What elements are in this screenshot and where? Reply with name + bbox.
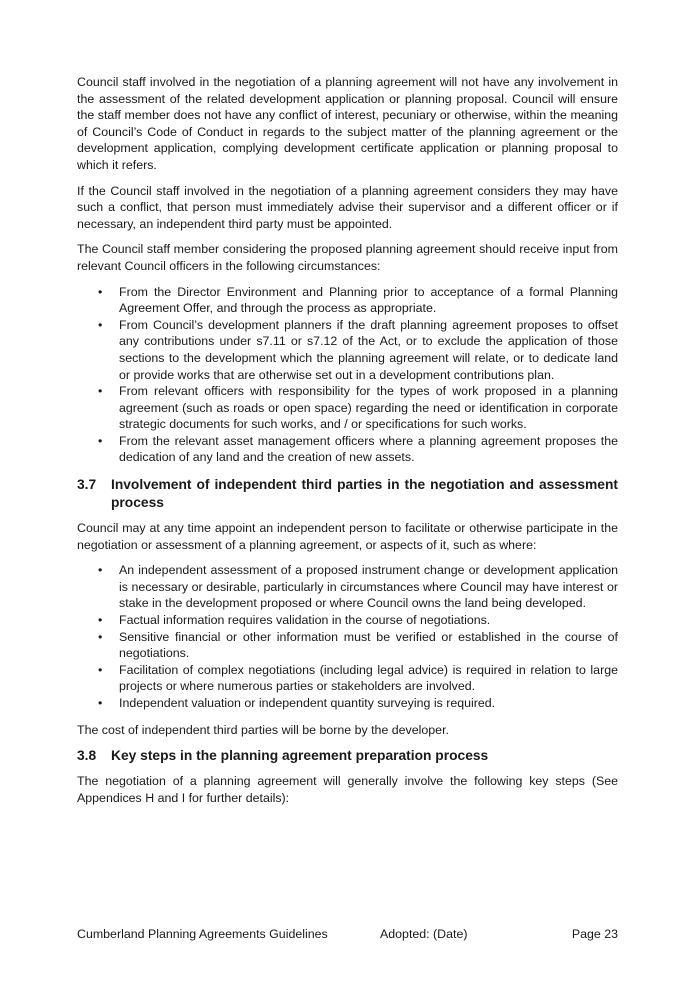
- bullet-icon: •: [98, 433, 103, 448]
- list-item: • From the relevant asset management officers where a planning agreement proposes the dedication of any land and the creation of new assets.: [98, 433, 618, 465]
- paragraph-third-party-cost: The cost of independent third parties will be borne by the developer.: [77, 722, 449, 737]
- footer-page-number: Page 23: [571, 927, 618, 941]
- section-number: 3.7: [77, 477, 97, 493]
- section-title: Involvement of independent third parties in the negotiation and assessment process: [111, 477, 618, 511]
- section-heading-3-8: [77, 747, 618, 765]
- list-item: • Factual information requires validation in the course of negotiations.: [98, 613, 491, 628]
- list-item: • From Council’s development planners if the draft planning agreement proposes to offset any contributions under s7.11 or s7.12 of the Act, or to exclude the application of those sections to the development which the planning agreement will relate, or to dedicate land or provide works that are otherwise set out in a development contributions plan.: [98, 317, 618, 382]
- list-item: • An independent assessment of a proposed instrument change or development application is necessary or desirable, particularly in circumstances where Council may have interest or stake in the development proposed or where Council owns the land being developed.: [98, 563, 618, 611]
- bullet-icon: •: [98, 613, 103, 628]
- list-item: • From the Director Environment and Planning prior to acceptance of a formal Planning Agreement Offer, and through the process as appropriate.: [98, 284, 618, 316]
- bullet-list-council-input: [77, 284, 618, 467]
- bullet-list-independent-cases: [77, 562, 618, 711]
- paragraph-conflict: If the Council staff involved in the negotiation of a planning agreement considers they may have such a conflict, that person must immediately advise their supervisor and a different officer or if necessary, an independent third party must be appointed.: [77, 183, 618, 231]
- bullet-icon: •: [98, 696, 103, 710]
- list-item: • Sensitive financial or other information must be verified or established in the course of negotiations.: [98, 629, 618, 661]
- paragraph-input-circumstances: The Council staff member considering the proposed planning agreement should receive input from relevant Council officers in the following circumstances:: [77, 242, 618, 273]
- bullet-icon: •: [98, 384, 103, 399]
- bullet-icon: •: [98, 563, 103, 578]
- list-item: • From relevant officers with responsibility for the types of work proposed in a planning agreement (such as roads or open space) regarding the need or identification in corporate strategic documents for such works, and / or specifications for such works.: [98, 384, 618, 432]
- footer-document-title: Cumberland Planning Agreements Guidelines: [77, 927, 328, 941]
- section-heading-3-7: [77, 476, 618, 512]
- bullet-icon: •: [98, 662, 103, 677]
- list-item: • Independent valuation or independent quantity surveying is required.: [98, 696, 496, 710]
- paragraph-independent-person: Council may at any time appoint an independent person to facilitate or otherwise participate in the negotiation or assessment of a planning agreement, or aspects of it, such as where:: [77, 521, 618, 552]
- bullet-icon: •: [98, 629, 103, 644]
- list-item: • Facilitation of complex negotiations (including legal advice) is required in relation to large projects or where numerous parties or stakeholders are involved.: [98, 662, 618, 694]
- section-number: 3.8: [77, 748, 97, 764]
- paragraph-staff-involvement: Council staff involved in the negotiation of a planning agreement will not have any involvement in the assessment of the related development application or planning proposal. Council will ensure the staff member does not have any conflict of interest, pecuniary or otherwise, within the meaning of Council’s Code of Conduct in regards to the subject matter of the planning agreement or the development application, complying development certificate application or planning proposal to which it refers.: [77, 75, 618, 172]
- bullet-icon: •: [98, 284, 103, 299]
- section-title: Key steps in the planning agreement preparation process: [111, 748, 489, 764]
- bullet-icon: •: [98, 317, 103, 332]
- document-page: [77, 74, 618, 815]
- footer-adopted-date: Adopted: (Date): [380, 927, 468, 941]
- paragraph-key-steps: The negotiation of a planning agreement will generally involve the following key steps (See Appendices H and I for further details):: [77, 774, 618, 805]
